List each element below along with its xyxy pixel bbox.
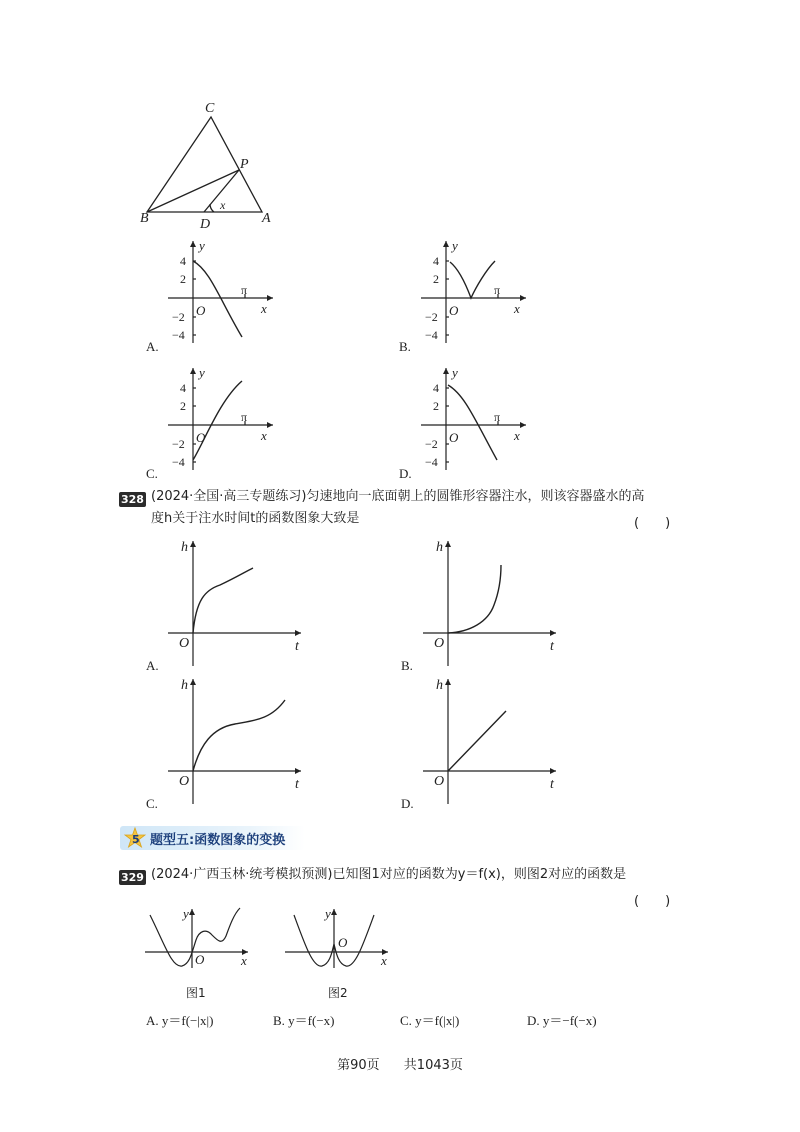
fig1-origin-label: O xyxy=(195,952,205,967)
option-b: B. xyxy=(401,658,413,673)
fig1-caption: 图1 xyxy=(186,986,206,1000)
vertex-d-label: D xyxy=(200,217,211,232)
h-axis-label: h xyxy=(181,540,188,555)
tick-label: −4 xyxy=(172,328,185,342)
angle-x-label: x xyxy=(220,198,226,212)
pi-label: π xyxy=(241,283,248,297)
page-total: 共1043页 xyxy=(403,1058,463,1073)
tick-label: 2 xyxy=(433,272,439,286)
tick-label: 4 xyxy=(180,254,186,268)
option-c: C. xyxy=(146,466,158,481)
vertex-c-label: C xyxy=(205,101,215,116)
option-a: A. xyxy=(146,658,159,673)
section-title: 题型五:函数图象的变换 xyxy=(150,833,286,848)
origin-label: O xyxy=(434,636,445,651)
h-axis-label: h xyxy=(181,678,188,693)
question-text: (2024·全国·高三专题练习)匀速地向一底面朝上的圆锥形容器注水，则该容器盛水的高 xyxy=(151,489,645,504)
y-axis-label: y xyxy=(452,238,458,253)
fig2-x-label: x xyxy=(381,953,387,968)
option-d: D. xyxy=(399,466,412,481)
tick-label: −4 xyxy=(425,328,438,342)
page-footer xyxy=(0,1054,800,1073)
origin-label: O xyxy=(449,430,459,445)
option-b: B. y＝f(−x) xyxy=(273,1013,335,1028)
page-number: 第90页 xyxy=(337,1058,380,1073)
t-axis-label: t xyxy=(295,777,299,792)
option-a: A. y＝f(−|x|) xyxy=(146,1013,214,1028)
tick-label: 2 xyxy=(180,272,186,286)
option-a: A. xyxy=(146,339,159,354)
origin-label: O xyxy=(449,303,459,318)
t-axis-label: t xyxy=(295,639,299,654)
option-d: D. y＝−f(−x) xyxy=(527,1013,597,1028)
tick-label: −2 xyxy=(172,437,185,451)
fig1-y-label: y xyxy=(183,906,189,921)
x-axis-label: x xyxy=(261,301,267,316)
x-axis-label: x xyxy=(514,428,520,443)
vertex-a-label: A xyxy=(262,211,271,226)
vertex-b-label: B xyxy=(140,211,149,226)
origin-label: O xyxy=(179,636,190,651)
origin-label: O xyxy=(196,303,206,318)
fig2-caption: 图2 xyxy=(328,986,348,1000)
tick-label: 4 xyxy=(433,254,439,268)
answer-paren: ( ) xyxy=(634,516,671,531)
y-axis-label: y xyxy=(452,365,458,380)
y-axis-label: y xyxy=(199,365,205,380)
option-b: B. xyxy=(399,339,411,354)
option-c: C. xyxy=(146,796,158,811)
tick-label: −2 xyxy=(172,310,185,324)
question-number: 328 xyxy=(121,493,144,506)
h-axis-label: h xyxy=(436,678,443,693)
fig2-origin-label: O xyxy=(338,935,348,950)
tick-label: −2 xyxy=(425,437,438,451)
h-axis-label: h xyxy=(436,540,443,555)
pi-label: π xyxy=(494,283,501,297)
t-axis-label: t xyxy=(550,639,554,654)
origin-label: O xyxy=(196,430,206,445)
tick-label: 2 xyxy=(433,399,439,413)
tick-label: −4 xyxy=(425,455,438,469)
x-axis-label: x xyxy=(261,428,267,443)
pi-label: π xyxy=(241,410,248,424)
fig1-x-label: x xyxy=(241,953,247,968)
answer-paren: ( ) xyxy=(634,894,671,909)
fig2-y-label: y xyxy=(325,906,331,921)
section-badge-number: 5 xyxy=(132,833,140,846)
x-axis-label: x xyxy=(514,301,520,316)
question-text: (2024·广西玉林·统考模拟预测)已知图1对应的函数为y＝f(x)，则图2对应的函数是 xyxy=(151,867,627,882)
option-d: D. xyxy=(401,796,414,811)
tick-label: 4 xyxy=(433,381,439,395)
pi-label: π xyxy=(494,410,501,424)
tick-label: 2 xyxy=(180,399,186,413)
question-number: 329 xyxy=(121,871,144,884)
vertex-p-label: P xyxy=(240,157,249,172)
t-axis-label: t xyxy=(550,777,554,792)
tick-label: −2 xyxy=(425,310,438,324)
tick-label: −4 xyxy=(172,455,185,469)
y-axis-label: y xyxy=(199,238,205,253)
tick-label: 4 xyxy=(180,381,186,395)
origin-label: O xyxy=(179,774,190,789)
option-c: C. y＝f(|x|) xyxy=(400,1013,460,1028)
question-text: 度h关于注水时间t的函数图象大致是 xyxy=(151,511,360,526)
origin-label: O xyxy=(434,774,445,789)
